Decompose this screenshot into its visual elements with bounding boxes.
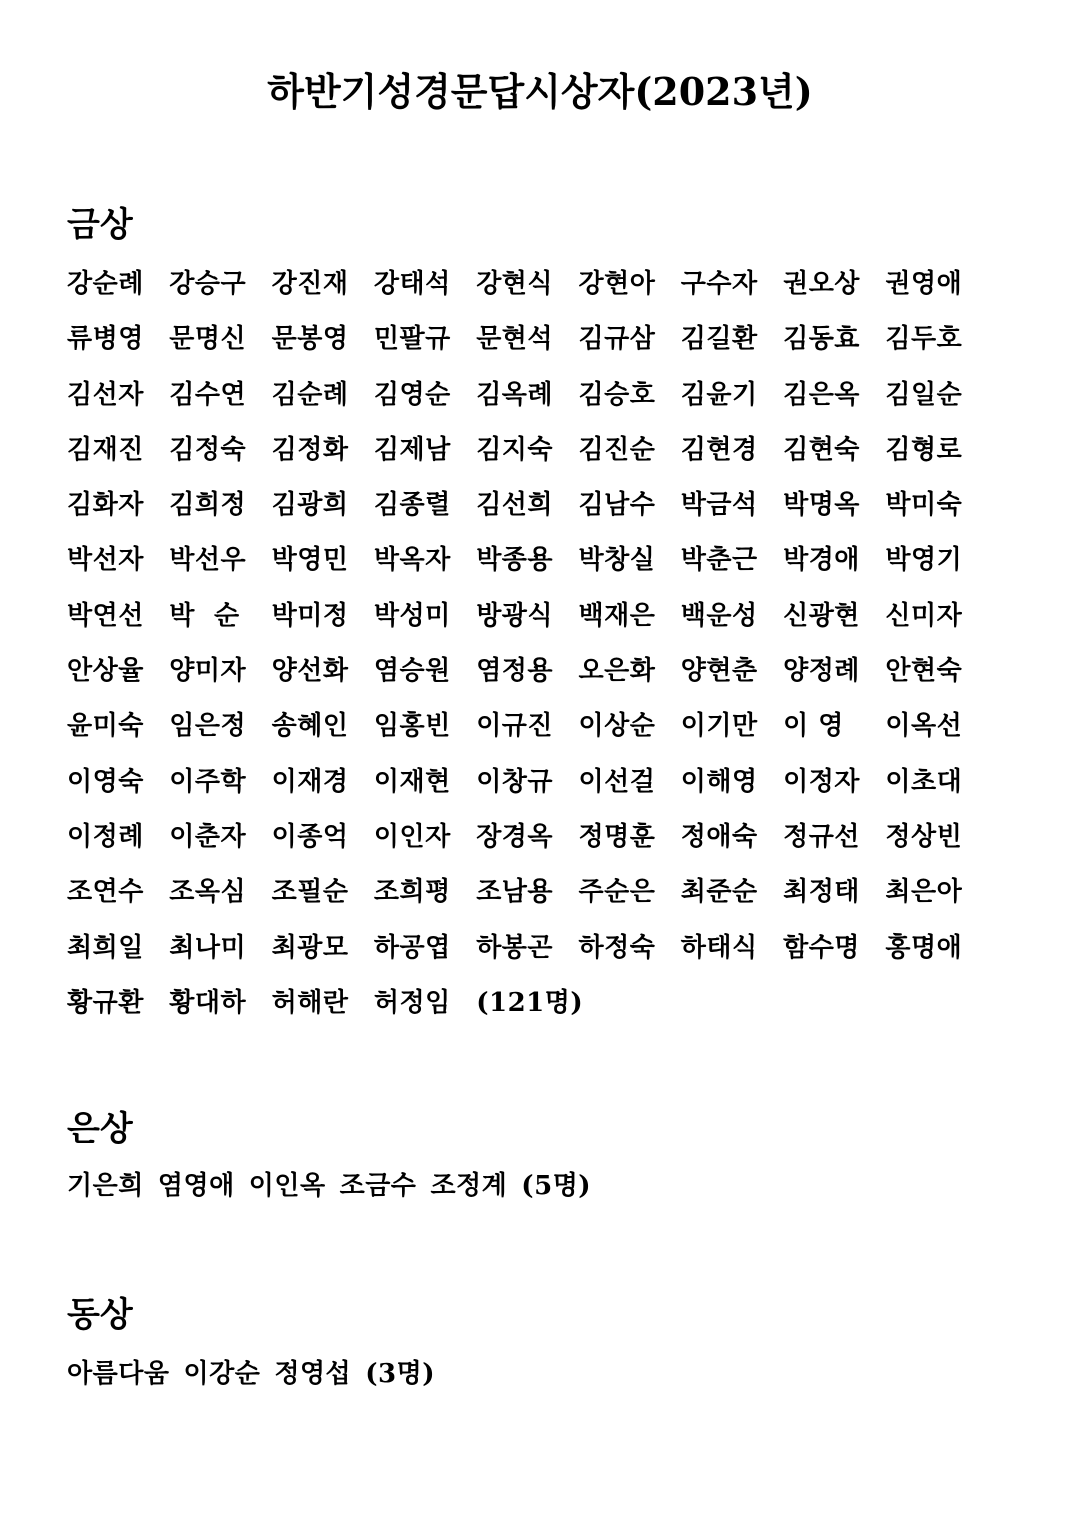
recipient-name: 김지숙: [476, 434, 554, 465]
recipient-name: 이재경: [271, 766, 349, 797]
recipient-name: 황대하: [169, 987, 247, 1018]
recipient-name: 이옥선: [885, 711, 963, 742]
recipient-name: 이영숙: [67, 766, 144, 797]
recipient-name: 이주학: [169, 766, 247, 797]
recipient-name: 기은희: [67, 1171, 144, 1201]
recipient-name: 김옥례: [476, 379, 554, 410]
recipient-name: 김화자: [67, 490, 144, 521]
recipient-name: 신미자: [885, 600, 963, 631]
recipient-name: 김종렬: [373, 490, 451, 521]
recipient-name: 양미자: [169, 656, 247, 687]
recipient-name: 이 영: [783, 711, 844, 742]
recipient-name: 함수명: [783, 932, 860, 963]
recipient-name: 박춘근: [680, 545, 758, 576]
recipient-name: 이기만: [680, 711, 758, 742]
recipient-name: 정명훈: [578, 821, 656, 852]
recipient-name: 김일순: [885, 379, 963, 410]
recipient-name: 민팔규: [373, 324, 451, 355]
recipient-name: 조금수: [339, 1171, 417, 1201]
recipient-name: 정영섭: [274, 1359, 352, 1389]
recipient-name: 박옥자: [373, 545, 451, 576]
gold-name-row: [67, 815, 987, 870]
recipient-name: 이해영: [680, 766, 758, 797]
recipient-name: 양정례: [783, 656, 860, 687]
recipient-name: 이상순: [578, 711, 656, 742]
recipient-name: 김동효: [783, 324, 860, 355]
recipient-name: 김선자: [67, 379, 144, 410]
gold-name-row: [67, 317, 987, 372]
recipient-name: 김승호: [578, 379, 656, 410]
recipient-name: 하봉곤: [476, 932, 554, 963]
recipient-name: 박미정: [271, 600, 349, 631]
recipient-name: 문명신: [169, 324, 247, 355]
recipient-name: 김영순: [373, 379, 451, 410]
recipient-name: 이선걸: [578, 766, 656, 797]
recipient-name: 류병영: [67, 324, 144, 355]
gold-name-row: [67, 870, 987, 925]
recipient-name: 정상빈: [885, 821, 963, 852]
recipient-name: 이창규: [476, 766, 554, 797]
gold-award-heading: 금상: [67, 205, 133, 245]
recipient-name: 박경애: [783, 545, 860, 576]
recipient-name: 김규삼: [578, 324, 656, 355]
recipient-name: 이인자: [373, 821, 451, 852]
recipient-name: 김윤기: [680, 379, 758, 410]
recipient-name: 문봉영: [271, 324, 349, 355]
recipient-name: 박금석: [680, 490, 758, 521]
gold-name-row: [67, 704, 987, 759]
document-title: 하반기성경문답시상자(2023년): [267, 69, 813, 114]
recipient-name: 강태석: [373, 269, 451, 299]
recipient-name: 박선우: [169, 545, 247, 576]
gold-name-row: [67, 649, 987, 704]
recipient-name: 홍명애: [885, 932, 963, 963]
gold-name-row: [67, 428, 987, 483]
bronze-award-names: [67, 1352, 987, 1396]
recipient-name: 신광현: [783, 600, 860, 631]
recipient-name: 방광식: [476, 600, 554, 631]
recipient-name: 최광모: [271, 932, 349, 963]
recipient-name: 강현식: [476, 269, 554, 299]
recipient-name: 백재은: [578, 600, 656, 631]
gold-name-row: [67, 483, 987, 538]
recipient-name: 조필순: [271, 877, 349, 908]
recipient-name: 박선자: [67, 545, 144, 576]
recipient-name: 염승원: [373, 656, 451, 687]
gold-name-row: [67, 594, 987, 649]
recipient-name: 김현숙: [783, 434, 860, 465]
recipient-name: 김수연: [169, 379, 247, 410]
recipient-name: 최준순: [680, 877, 758, 908]
recipient-name: 김희정: [169, 490, 247, 521]
bronze-count: (3명): [365, 1359, 435, 1389]
recipient-name: 강현아: [578, 269, 656, 299]
recipient-name: 박연선: [67, 600, 144, 631]
recipient-name: 조정계: [430, 1171, 508, 1201]
recipient-name: 이종억: [271, 821, 349, 852]
recipient-name: 김남수: [578, 490, 656, 521]
recipient-name: 허정임: [373, 987, 451, 1018]
recipient-name: 김길환: [680, 324, 758, 355]
recipient-name: 최나미: [169, 932, 247, 963]
bronze-award-line: [67, 1352, 987, 1396]
recipient-name: 이인옥: [248, 1171, 326, 1201]
recipient-name: 박미숙: [885, 490, 963, 521]
recipient-name: 박창실: [578, 545, 656, 576]
recipient-name: 주순은: [578, 877, 656, 908]
recipient-name: 강진재: [271, 269, 349, 299]
recipient-name: 정규선: [783, 821, 860, 852]
silver-award-names: [67, 1164, 987, 1208]
recipient-name: 양선화: [271, 656, 349, 687]
recipient-name: 이초대: [885, 766, 963, 797]
recipient-name: 김은옥: [783, 379, 860, 410]
recipient-name: 이강순: [183, 1359, 261, 1389]
recipient-name: 김선희: [476, 490, 554, 521]
recipient-name: 권영애: [885, 269, 963, 299]
recipient-name: 강승구: [169, 269, 247, 299]
recipient-name: 박영기: [885, 545, 963, 576]
recipient-name: 최희일: [67, 932, 144, 963]
recipient-name: 이재현: [373, 766, 451, 797]
recipient-name: 양현춘: [680, 656, 758, 687]
recipient-name: 백운성: [680, 600, 758, 631]
recipient-name: 박영민: [271, 545, 349, 576]
gold-name-row: [67, 981, 987, 1036]
recipient-name: 염정용: [476, 656, 554, 687]
recipient-name: 송혜인: [271, 711, 349, 742]
recipient-name: 박종용: [476, 545, 554, 576]
silver-award-line: [67, 1164, 987, 1208]
recipient-name: 하공엽: [373, 932, 451, 963]
recipient-name: 김광희: [271, 490, 349, 521]
recipient-name: 구수자: [680, 269, 758, 299]
recipient-name: 조옥심: [169, 877, 247, 908]
recipient-name: 장경옥: [476, 821, 554, 852]
recipient-name: 조희평: [373, 877, 451, 908]
gold-name-row: [67, 538, 987, 593]
recipient-name: 김정숙: [169, 434, 247, 465]
gold-count: (121명): [476, 987, 584, 1018]
recipient-name: 정애숙: [680, 821, 758, 852]
recipient-name: 박명옥: [783, 490, 860, 521]
recipient-name: 박성미: [373, 600, 451, 631]
gold-name-row: [67, 262, 987, 317]
recipient-name: 하태식: [680, 932, 758, 963]
silver-count: (5명): [521, 1171, 592, 1201]
recipient-name: 이정자: [783, 766, 860, 797]
recipient-name: 임은정: [169, 711, 247, 742]
recipient-name: 최은아: [885, 877, 963, 908]
recipient-name: 염영애: [157, 1171, 235, 1201]
recipient-name: 최정태: [783, 877, 860, 908]
recipient-name: 김진순: [578, 434, 656, 465]
recipient-name: 안현숙: [885, 656, 963, 687]
recipient-name: 김순례: [271, 379, 349, 410]
recipient-name: 박 순: [169, 600, 240, 631]
recipient-name: 조연수: [67, 877, 144, 908]
recipient-name: 이정례: [67, 821, 144, 852]
recipient-name: 강순례: [67, 269, 144, 299]
gold-name-row: [67, 760, 987, 815]
recipient-name: 김정화: [271, 434, 349, 465]
recipient-name: 아름다움: [67, 1359, 170, 1389]
recipient-name: 조남용: [476, 877, 554, 908]
recipient-name: 김두호: [885, 324, 963, 355]
recipient-name: 임홍빈: [373, 711, 451, 742]
recipient-name: 하정숙: [578, 932, 656, 963]
recipient-name: 안상율: [67, 656, 144, 687]
gold-award-names: [67, 262, 987, 1036]
silver-award-heading: 은상: [67, 1109, 133, 1149]
recipient-name: 윤미숙: [67, 711, 144, 742]
recipient-name: 황규환: [67, 987, 144, 1018]
recipient-name: 문현석: [476, 324, 554, 355]
bronze-award-heading: 동상: [67, 1295, 133, 1335]
recipient-name: 김제남: [373, 434, 451, 465]
recipient-name: 이규진: [476, 711, 554, 742]
recipient-name: 김재진: [67, 434, 144, 465]
recipient-name: 김현경: [680, 434, 758, 465]
gold-name-row: [67, 373, 987, 428]
recipient-name: 김형로: [885, 434, 963, 465]
recipient-name: 허해란: [271, 987, 349, 1018]
gold-name-row: [67, 926, 987, 981]
recipient-name: 오은화: [578, 656, 656, 687]
recipient-name: 이춘자: [169, 821, 247, 852]
recipient-name: 권오상: [783, 269, 860, 299]
